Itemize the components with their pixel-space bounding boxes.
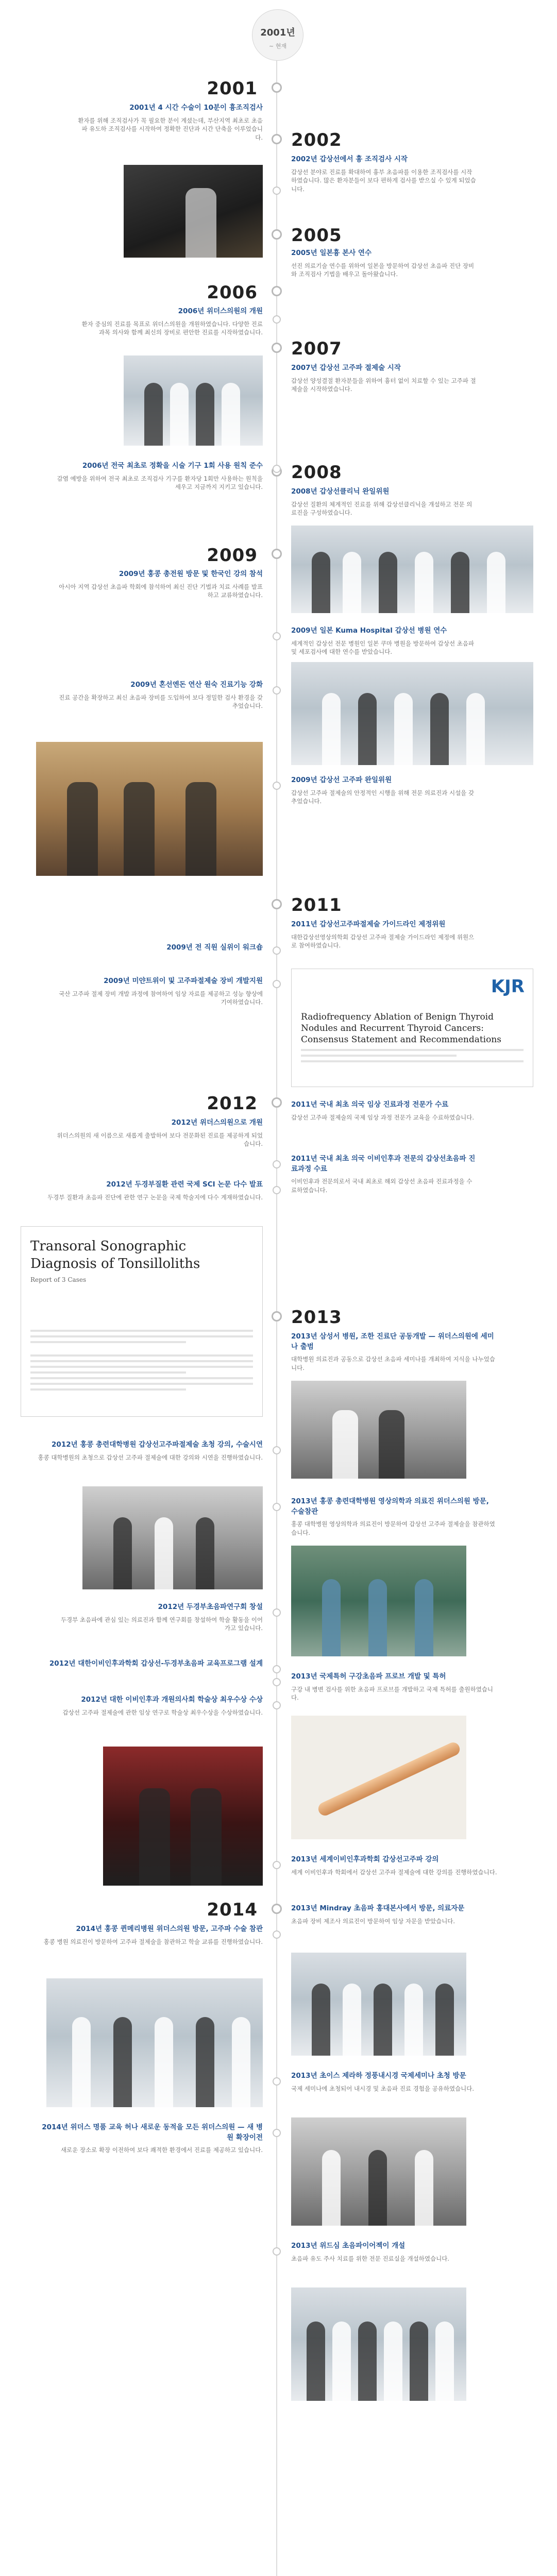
photo-2012-award (103, 1747, 263, 1886)
entry-body: 세계 이비인후과 학회에서 갑상선 고주파 절제술에 대한 강의를 진행하였습니다. (291, 1868, 497, 1876)
entry-2005 (291, 248, 477, 279)
entry-2013-endoscopy (291, 2071, 497, 2093)
entry-2011-ent (291, 1154, 477, 1194)
entry-title: 2005년 일본흉 본사 연수 (291, 249, 372, 257)
entry-2012-society (57, 1602, 263, 1633)
timeline-dot (273, 1701, 281, 1709)
entry-2007 (291, 363, 477, 394)
entry-body: 초음파 유도 주사 치료를 위한 전문 진료실을 개설하였습니다. (291, 2255, 449, 2262)
timeline-dot (273, 187, 281, 195)
period-badge (252, 9, 303, 61)
entry-body: 국제 세미나에 초청되어 내시경 및 초음파 진료 경험을 공유하였습니다. (291, 2084, 475, 2092)
entry-2013-seminar (291, 1332, 497, 1372)
entry-2001 (77, 103, 263, 142)
photo-2013-mindray (291, 1953, 466, 2056)
photo-2014-hongkong (46, 1978, 263, 2107)
kjr-paper-image (291, 969, 533, 1087)
entry-title: 2013년 세계이비인후과학회 갑상선고주파 강의 (291, 1855, 439, 1863)
timeline-dot (273, 1446, 281, 1454)
entry-2009-rf (291, 775, 477, 806)
year-2005: 2005 (291, 225, 342, 246)
timeline-dot (273, 1665, 281, 1673)
entry-title: 2012년 위더스의원으로 개원 (171, 1118, 263, 1127)
entry-body: 두경부 질환과 초음파 진단에 관한 연구 논문을 국제 학술지에 다수 게재하였습니다. (47, 1193, 263, 1201)
period-year: 2001년 (260, 27, 295, 38)
photo-2008 (291, 526, 533, 613)
timeline-dot (273, 2129, 281, 2137)
entry-2011-course (291, 1100, 477, 1122)
entry-title: 2014년 위더스 명품 교육 허나 새로운 동적을 모든 위더스의원 — 새 병원 확장이전 (42, 2123, 263, 2142)
year-dot-2009 (272, 549, 282, 559)
entry-body: 갑상선 질환의 체계적인 진료를 위해 갑상선클리닉을 개설하고 전문 의료진을 구성하였습니다. (291, 500, 472, 517)
entry-title: 2009년 혼선엔돈 연산 원숙 진료기능 강화 (130, 681, 263, 689)
entry-body: 구강 내 병변 검사를 위한 초음파 프로브를 개발하고 국제 특허를 출원하였습니다. (291, 1685, 494, 1702)
entry-2013-hongkong-visit (291, 1497, 497, 1537)
entry-body: 아시아 지역 갑상선 초음파 학회에 참석하여 최신 진단 기법과 치료 사례를 발표하고 교류하였습니다. (59, 583, 263, 599)
year-dot-2005 (272, 229, 282, 240)
photo-2013-probe (291, 1716, 466, 1839)
year-2009: 2009 (207, 545, 258, 566)
entry-2014-hongkong (36, 1924, 263, 1946)
entry-body: 홍콩 대학병원 영상의학과 의료진이 방문하여 갑상선 고주파 절제술을 참관하였습니다. (291, 1520, 495, 1536)
year-2006: 2006 (207, 282, 258, 303)
timeline-dot (273, 1160, 281, 1168)
entry-title: 2011년 국내 최초 의국 임상 진료과정 전문가 수료 (291, 1100, 449, 1109)
entry-2009-expansion (57, 680, 263, 710)
photo-2001 (124, 165, 263, 258)
tonsillolith-paper-image (21, 1226, 263, 1417)
timeline-dot (273, 1861, 281, 1869)
entry-title: 2011년 국내 최초 의국 이비인후과 전문의 갑상선초음파 진료과정 수료 (291, 1155, 476, 1173)
year-dot-2002 (272, 134, 282, 144)
year-dot-2011 (272, 899, 282, 909)
timeline-dot (273, 686, 281, 694)
entry-2011-guideline (291, 920, 477, 950)
entry-2012-award (36, 1695, 263, 1717)
year-2013: 2013 (291, 1307, 342, 1328)
entry-2006-single-use (57, 461, 263, 492)
entry-2009-kuma (291, 626, 477, 656)
timeline-dot (273, 1608, 281, 1617)
year-dot-2013 (272, 1311, 282, 1321)
entry-2014-relocation (36, 2123, 263, 2155)
entry-body: 갑상선 고주파 절제술의 국제 임상 과정 전문가 교육을 수료하였습니다. (291, 1113, 475, 1121)
photo-2013-endoscopy (291, 2117, 466, 2226)
timeline-dot (273, 782, 281, 790)
entry-title: 2013년 Mindray 초음파 홍대본사에서 방문, 의료자문 (291, 1904, 465, 1912)
timeline-dot (273, 980, 281, 988)
timeline-dot (273, 2247, 281, 2256)
entry-body: 환자 중심의 진료를 목표로 위더스의원을 개원하였습니다. 다양한 진료과목 의사와 함께 최신의 장비로 편안한 진료를 시작하였습니다. (81, 320, 263, 336)
entry-body: 진료 공간을 확장하고 최신 초음파 장비를 도입하여 보다 정밀한 검사 환경을 갖추었습니다. (59, 693, 263, 710)
entry-title: 2012년 두경부초음파연구회 창설 (158, 1603, 263, 1611)
entry-title: 2001년 4 시간 수술이 10분이 흉조직검사 (129, 104, 263, 112)
entry-title: 2013년 홍콩 총련대학병원 영상의학과 의료진 위더스의원 방문, 수술참관 (291, 1497, 489, 1516)
year-dot-2006 (272, 286, 282, 296)
entry-body: 초음파 장비 제조사 의료진이 방문하여 임상 자문을 받았습니다. (291, 1917, 455, 1925)
entry-body: 이비인후과 전문의로서 국내 최초로 해외 갑상선 초음파 진료과정을 수료하였습니다. (291, 1178, 472, 1194)
entry-2009-hongkong (57, 569, 263, 600)
year-dot-2014 (272, 1904, 282, 1914)
entry-title: 2012년 두경부질환 관련 국제 SCI 논문 다수 발표 (106, 1180, 263, 1189)
year-2001: 2001 (207, 78, 258, 99)
entry-2006-opening (77, 307, 263, 337)
entry-body: 세계적인 갑상선 전문 병원인 일본 쿠마 병원을 방문하여 갑상선 초음파 및 세포검사에 대한 연수를 받았습니다. (291, 639, 475, 656)
timeline-dot (273, 1186, 281, 1194)
entry-title: 2009년 전 직원 실위이 워크숍 (166, 943, 263, 952)
year-2011: 2011 (291, 895, 342, 916)
entry-title: 2009년 미얀트위이 및 고주파절제술 장비 개발지원 (104, 977, 263, 985)
entry-title: 2007년 갑상선 고주파 절제술 시작 (291, 364, 401, 372)
entry-title: 2011년 갑상선고주파절제술 가이드라인 제정위원 (291, 920, 446, 928)
entry-2009-workshop (57, 943, 263, 956)
photo-2013-injection (291, 2287, 466, 2401)
entry-body: 홍콩 병원 의료진이 방문하여 고주파 절제술을 참관하고 학술 교류를 진행하였습니다. (43, 1938, 263, 1945)
entry-title: 2009년 홍콩 총전원 방문 및 한국인 강의 참석 (119, 570, 263, 578)
photo-2013-seminar (291, 1381, 466, 1479)
entry-title: 2013년 국제특허 구강초음파 프로브 개발 및 특허 (291, 1672, 446, 1681)
photo-2012-lecture (82, 1486, 263, 1589)
entry-2012-sci (36, 1180, 263, 1201)
timeline-dot (273, 1678, 281, 1686)
entry-title: 2013년 초이스 제라하 정풍내시경 국제세미나 초청 방문 (291, 2072, 466, 2080)
entry-title: 2002년 갑상선에서 흉 조직검사 시작 (291, 155, 408, 163)
entry-2002 (291, 155, 477, 194)
entry-body: 위더스의원의 새 이름으로 새롭게 출발하여 보다 전문화된 진료를 제공하게 되었습니다. (57, 1131, 263, 1148)
paper-title: Transoral Sonographic Diagnosis of Tonsilloliths (30, 1239, 200, 1272)
year-dot-2001 (272, 82, 282, 93)
entry-title: 2012년 홍콩 총련대학병원 갑상선고주파절제술 초청 강의, 수술시연 (52, 1440, 263, 1449)
entry-body: 환자를 위해 조직검사가 꼭 필요한 분이 계셨는데, 부산지역 최초로 초음파 유도하 조직검사를 시작하여 정확한 진단과 시간 단축을 이루었습니다. (78, 116, 263, 141)
year-2014: 2014 (207, 1900, 258, 1920)
entry-title: 2012년 대한이비인후과학회 갑상선-두경부초음파 교육프로그램 설계 (49, 1659, 263, 1668)
photo-2006 (124, 355, 263, 446)
entry-body: 선진 의료기술 연수를 위하여 일본을 방문하여 갑상선 초음파 진단 장비와 조직검사 기법을 배우고 돌아왔습니다. (291, 262, 475, 278)
year-dot-2007 (272, 343, 282, 353)
entry-2012-rename (57, 1118, 263, 1148)
timeline-dot (273, 1930, 281, 1939)
entry-title: 2013년 위드심 초음파이어젝이 개설 (291, 2242, 406, 2250)
entry-body: 대학병원 의료진과 공동으로 갑상선 초음파 세미나를 개최하여 지식을 나누었습니다. (291, 1355, 495, 1371)
timeline-dot (273, 2077, 281, 2086)
entry-body: 두경부 초음파에 관심 있는 의료진과 함께 연구회를 창설하여 학술 활동을 이어가고 있습니다. (60, 1616, 263, 1632)
timeline-dot (273, 946, 281, 955)
kjr-logo: KJR (491, 976, 525, 997)
entry-2012-hongkong-lecture (36, 1440, 263, 1462)
paper-subtitle: Report of 3 Cases (30, 1276, 87, 1283)
entry-title: 2014년 홍콩 퀸메리병원 위더스의원 방문, 고주파 수술 참관 (76, 1925, 263, 1933)
entry-2013-probe (291, 1672, 497, 1702)
entry-body: 홍콩 대학병원의 초청으로 갑상선 고주파 절제술에 대한 강의와 시연을 진행하였습니다. (38, 1453, 263, 1461)
entry-2013-injection (291, 2241, 497, 2263)
entry-body: 대한갑상선영상의학회 갑상선 고주파 절제술 가이드라인 제정에 위원으로 참여하였습니다. (291, 933, 475, 950)
entry-2009-device (57, 976, 263, 1007)
entry-title: 2008년 갑상선클리닉 완일위원 (291, 487, 390, 496)
entry-body: 갑상선 고주파 절제술의 안정적인 시행을 위해 전문 의료진과 시설을 갖추었습니다. (291, 789, 475, 805)
year-2007: 2007 (291, 338, 342, 359)
timeline-dot (273, 1503, 281, 1511)
kjr-paper-title: Radiofrequency Ablation of Benign Thyroid Nodules and Recurrent Thyroid Cancers: Consensus Statement and Recommendations (301, 1012, 502, 1045)
year-2008: 2008 (291, 462, 342, 483)
entry-body: 국산 고주파 절제 장비 개발 과정에 참여하여 임상 자료를 제공하고 성능 향상에 기여하였습니다. (59, 990, 263, 1006)
entry-body: 갑상선 분야로 진료를 확대하여 흉부 초음파를 이용한 조직검사를 시작하였습니다. 많은 환자분들이 보다 편하게 검사를 받으실 수 있게 되었습니다. (291, 168, 476, 193)
year-2012: 2012 (207, 1093, 258, 1114)
entry-title: 2006년 전국 최초로 정확을 시술 기구 1회 사용 원칙 준수 (82, 462, 263, 470)
entry-2013-mindray (291, 1904, 497, 1925)
timeline-dot (273, 315, 281, 324)
timeline-dot (273, 465, 281, 473)
entry-body: 감염 예방을 위하여 전국 최초로 조직검사 기구를 환자당 1회만 사용하는 원칙을 세우고 지금까지 지키고 있습니다. (57, 474, 263, 491)
photo-2009-kuma (291, 662, 533, 765)
timeline-dot (273, 632, 281, 640)
entry-title: 2009년 일본 Kuma Hospital 갑상선 병원 연수 (291, 626, 447, 635)
entry-body: 갑상선 고주파 절제술에 관한 임상 연구로 학술상 최우수상을 수상하였습니다. (62, 1708, 263, 1716)
entry-body: 갑상선 양성결절 환자분들을 위하여 흉터 없이 치료할 수 있는 고주파 절제술을 시작하였습니다. (291, 377, 476, 393)
entry-2008 (291, 487, 477, 517)
year-dot-2012 (272, 1097, 282, 1108)
entry-title: 2012년 대한 이비인후과 개원의사회 학술상 최우수상 수상 (81, 1696, 263, 1704)
entry-title: 2006년 위더스의원의 개원 (178, 307, 263, 315)
photo-2013-surgery (291, 1546, 466, 1656)
year-2002: 2002 (291, 130, 342, 150)
entry-2013-world-lecture (291, 1855, 497, 1876)
entry-2012-program (36, 1659, 263, 1672)
entry-body: 새로운 장소로 확장 이전하여 보다 쾌적한 환경에서 진료를 제공하고 있습니다. (60, 2146, 263, 2154)
entry-title: 2013년 삼성서 병원, 조한 진료단 공동개발 — 위더스의원에 세미나 출범 (291, 1332, 494, 1351)
entry-title: 2009년 갑상선 고주파 완일위원 (291, 776, 392, 784)
period-sub: ~ 현재 (269, 43, 286, 49)
photo-2009-expansion (36, 742, 263, 876)
